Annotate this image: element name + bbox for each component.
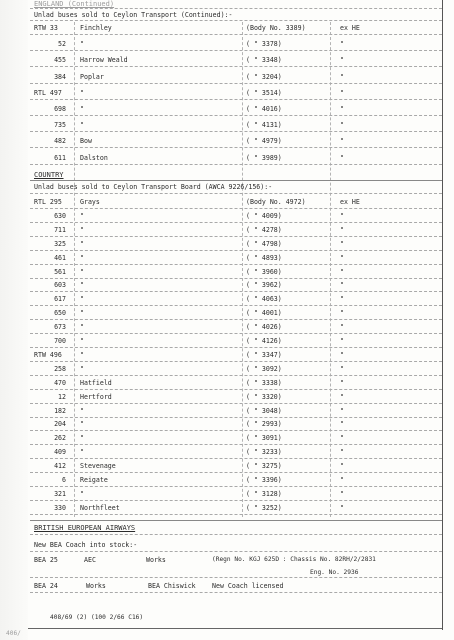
row-body: ( " 3338): [246, 378, 282, 387]
row-rule: [30, 403, 442, 404]
row-ex: ": [340, 434, 344, 443]
section3-heading: BRITISH EUROPEAN AIRWAYS: [34, 524, 136, 532]
row-garage: Poplar: [80, 72, 104, 81]
row-ex: ": [340, 121, 344, 130]
row-rule: [30, 305, 442, 306]
rule: [30, 180, 442, 181]
row-rule: [30, 417, 442, 418]
row-body: ( " 3091): [246, 434, 282, 443]
page-heading-top: ENGLAND (Continued): [34, 0, 115, 8]
row-ex: ": [340, 476, 344, 484]
bea25-fleet: BEA 25: [34, 556, 58, 564]
row-body: ( " 3378): [246, 40, 282, 49]
row-fleet: 330: [54, 503, 66, 512]
row-rule: [30, 389, 442, 390]
sheet-right-border: [442, 0, 443, 630]
rule: [30, 551, 442, 552]
row-rule: [30, 444, 442, 445]
row-rule: [30, 361, 442, 362]
row-rule: [30, 236, 442, 237]
bea25-garage: Works: [146, 556, 166, 564]
row-garage: ": [80, 448, 84, 457]
row-garage: ": [80, 211, 84, 220]
row-garage: ": [80, 406, 84, 415]
row-ex: ": [340, 295, 344, 304]
row-garage: ": [80, 40, 84, 49]
row-body: ( " 3320): [246, 392, 282, 401]
row-fleet: 617: [54, 295, 66, 304]
row-ex: ": [340, 253, 344, 262]
row-ex: ": [340, 309, 344, 318]
row-rule: [30, 333, 442, 334]
row-rule: [30, 472, 442, 473]
row-garage: ": [80, 420, 84, 429]
row-fleet: RTL 295: [34, 198, 62, 206]
row-body: ( " 4016): [246, 105, 282, 113]
rule: [30, 20, 442, 21]
row-body: (Body No. 4972): [246, 198, 306, 206]
row-garage: Hatfield: [80, 378, 112, 387]
rule: [30, 520, 442, 521]
bea24-detail: New Coach licensed: [212, 582, 284, 590]
row-fleet: 182: [54, 406, 66, 415]
row-rule: [30, 164, 442, 165]
row-fleet: RTL 497: [34, 88, 62, 97]
row-rule: [30, 278, 442, 279]
row-fleet: 321: [54, 489, 66, 498]
rule: [30, 577, 442, 578]
row-ex: ": [340, 153, 344, 162]
row-fleet: 409: [54, 448, 66, 457]
row-ex: ": [340, 350, 344, 359]
row-fleet: RTW 33: [34, 24, 58, 32]
row-body: ( " 4798): [246, 239, 282, 248]
row-rule: [30, 430, 442, 431]
row-body: ( " 3989): [246, 153, 282, 162]
row-rule: [30, 208, 442, 209]
row-body: ( " 3048): [246, 406, 282, 415]
rule: [30, 8, 442, 9]
corner-mark: 406/: [6, 630, 21, 637]
row-garage: ": [80, 295, 84, 304]
row-garage: ": [80, 364, 84, 373]
bea24-garage: BEA Chiswick: [148, 582, 196, 590]
row-fleet: 262: [54, 434, 66, 443]
row-rule: [30, 50, 442, 51]
bea25-detail: (Regn No. KGJ 625D : Chassis No. 82RH/2/2831: [212, 556, 376, 563]
row-rule: [30, 99, 442, 100]
row-garage: Dalston: [80, 153, 108, 162]
row-fleet: 700: [54, 337, 66, 345]
row-body: ( " 4278): [246, 225, 282, 234]
row-rule: [30, 347, 442, 348]
row-ex: ": [340, 503, 344, 512]
row-garage: ": [80, 253, 84, 262]
row-fleet: 52: [58, 40, 66, 49]
row-body: ( " 3962): [246, 281, 282, 290]
row-ex: ": [340, 239, 344, 248]
row-garage: Hertford: [80, 392, 112, 401]
row-body: ( " 4126): [246, 337, 282, 345]
row-body: ( " 2993): [246, 420, 282, 429]
row-fleet: 412: [54, 462, 66, 471]
row-ex: ": [340, 420, 344, 429]
form-code: 408/69 (2) (100 2/66 C16): [50, 614, 144, 621]
row-body: ( " 3514): [246, 88, 282, 97]
row-rule: [30, 458, 442, 459]
row-fleet: 611: [54, 153, 66, 162]
row-ex: ": [340, 337, 344, 345]
row-rule: [30, 250, 442, 251]
row-rule: [30, 319, 442, 320]
row-body: ( " 4063): [246, 295, 282, 304]
row-fleet: 482: [54, 137, 66, 146]
row-body: ( " 4001): [246, 309, 282, 318]
row-ex: ": [340, 40, 344, 49]
row-rule: [30, 264, 442, 265]
row-garage: ": [80, 489, 84, 498]
row-fleet: 455: [54, 56, 66, 65]
row-fleet: 650: [54, 309, 66, 318]
row-body: ( " 4026): [246, 323, 282, 332]
bea25-engine: Eng. No. 2936: [310, 569, 359, 576]
rule: [30, 592, 442, 593]
row-fleet: 603: [54, 281, 66, 290]
row-fleet: 12: [58, 392, 66, 401]
row-rule: [30, 83, 442, 84]
row-ex: ": [340, 137, 344, 146]
column-divider-fleet: [74, 22, 75, 517]
row-garage: ": [80, 239, 84, 248]
section3-title: New BEA Coach into stock:-: [34, 541, 138, 549]
row-fleet: 258: [54, 364, 66, 373]
row-rule: [30, 147, 442, 148]
row-fleet: 735: [54, 121, 66, 130]
row-fleet: 673: [54, 323, 66, 332]
row-rule: [30, 500, 442, 501]
row-rule: [30, 115, 442, 116]
row-ex: ": [340, 88, 344, 97]
row-rule: [30, 34, 442, 35]
column-divider-ex: [330, 22, 331, 517]
bea24-fleet: BEA 24: [34, 582, 58, 590]
row-body: ( " 3128): [246, 489, 282, 498]
row-fleet: 630: [54, 211, 66, 220]
row-fleet: 325: [54, 239, 66, 248]
row-fleet: 204: [54, 420, 66, 429]
row-rule: [30, 222, 442, 223]
rule: [30, 193, 442, 194]
bea24-make: Works: [86, 582, 106, 590]
row-rule: [30, 291, 442, 292]
row-ex: ex HE: [340, 198, 360, 206]
row-body: ( " 3275): [246, 462, 282, 471]
row-garage: ": [80, 434, 84, 443]
row-ex: ": [340, 72, 344, 81]
bea25-make: AEC: [84, 556, 96, 564]
row-fleet: 461: [54, 253, 66, 262]
row-garage: Northfleet: [80, 503, 120, 512]
row-garage: ": [80, 225, 84, 234]
row-garage: Bow: [80, 137, 92, 146]
row-body: ( " 3396): [246, 476, 282, 484]
row-ex: ex HE: [340, 24, 360, 32]
section1-title: Unlad buses sold to Ceylon Transport (Continued):-: [34, 11, 233, 19]
row-garage: ": [80, 337, 84, 345]
row-fleet: 561: [54, 267, 66, 276]
row-ex: ": [340, 392, 344, 401]
row-ex: ": [340, 281, 344, 290]
row-ex: ": [340, 448, 344, 457]
row-garage: ": [80, 350, 84, 359]
row-body: ( " 3960): [246, 267, 282, 276]
row-ex: ": [340, 56, 344, 65]
row-ex: ": [340, 105, 344, 113]
row-body: ( " 3233): [246, 448, 282, 457]
row-ex: ": [340, 267, 344, 276]
row-garage: Grays: [80, 198, 100, 206]
row-garage: ": [80, 281, 84, 290]
row-body: ( " 3252): [246, 503, 282, 512]
row-garage: ": [80, 323, 84, 332]
row-body: ( " 4131): [246, 121, 282, 130]
row-fleet: 6: [62, 476, 66, 484]
row-garage: ": [80, 267, 84, 276]
rule: [30, 534, 442, 535]
row-ex: ": [340, 462, 344, 471]
row-garage: ": [80, 88, 84, 97]
document-sheet: [28, 0, 446, 630]
row-garage: ": [80, 309, 84, 318]
row-body: ( " 4979): [246, 137, 282, 146]
row-fleet: 470: [54, 378, 66, 387]
row-body: ( " 4893): [246, 253, 282, 262]
row-body: ( " 3092): [246, 364, 282, 373]
row-body: (Body No. 3389): [246, 24, 306, 32]
row-fleet: 384: [54, 72, 66, 81]
row-ex: ": [340, 364, 344, 373]
row-fleet: RTW 496: [34, 350, 62, 359]
row-garage: Reigate: [80, 476, 108, 484]
row-body: ( " 3204): [246, 72, 282, 81]
row-ex: ": [340, 378, 344, 387]
row-garage: Harrow Weald: [80, 56, 128, 65]
row-fleet: 711: [54, 225, 66, 234]
row-rule: [30, 375, 442, 376]
row-rule: [30, 66, 442, 67]
row-ex: ": [340, 406, 344, 415]
sheet-bottom-border: [28, 628, 442, 629]
row-body: ( " 4009): [246, 211, 282, 220]
section2-heading: COUNTRY: [34, 171, 64, 179]
column-divider-body: [242, 22, 243, 517]
row-body: ( " 3348): [246, 56, 282, 65]
row-rule: [30, 514, 442, 515]
row-rule: [30, 131, 442, 132]
section2-title: Unlad buses sold to Ceylon Transport Board (AWCA 9226/156):-: [34, 183, 273, 191]
row-garage: ": [80, 105, 84, 113]
row-ex: ": [340, 225, 344, 234]
row-garage: ": [80, 121, 84, 130]
row-ex: ": [340, 489, 344, 498]
row-ex: ": [340, 323, 344, 332]
row-body: ( " 3347): [246, 350, 282, 359]
row-rule: [30, 486, 442, 487]
row-ex: ": [340, 211, 344, 220]
left-page-stub: [0, 0, 28, 640]
row-garage: Stevenage: [80, 462, 116, 471]
row-garage: Finchley: [80, 24, 112, 32]
row-fleet: 698: [54, 105, 66, 113]
